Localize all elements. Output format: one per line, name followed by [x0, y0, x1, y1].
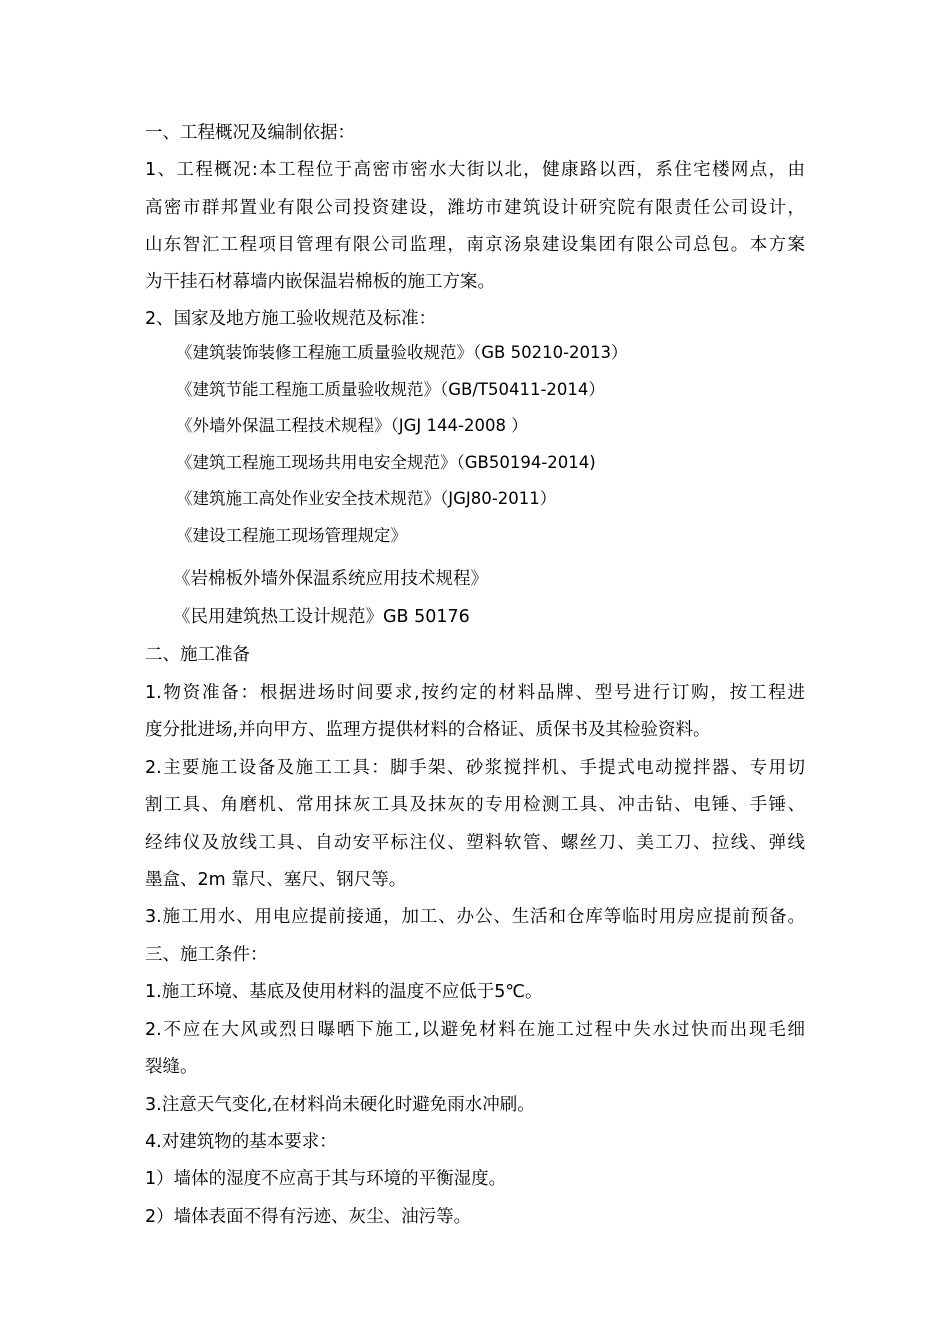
paragraph-line: 墨盒、2m 靠尺、塞尺、钢尺等。	[145, 870, 407, 890]
section-heading-3: 三、施工条件：	[145, 945, 268, 965]
paragraph-line: 1）墙体的湿度不应高于其与环境的平衡湿度。	[145, 1169, 507, 1189]
paragraph-line: 1.施工环境、基底及使用材料的温度不应低于5℃。	[145, 982, 543, 1002]
paragraph-line: 4.对建筑物的基本要求：	[145, 1132, 337, 1152]
paragraph-line: 3.施工用水、用电应提前接通，加工、办公、生活和仓库等临时用房应提前预备。	[145, 907, 805, 927]
standard-item: 《岩棉板外墙外保温系统应用技术规程》	[173, 569, 488, 589]
paragraph-line: 裂缝。	[145, 1057, 198, 1077]
standard-item: 《建筑节能工程施工质量验收规范》（GB/T50411-2014）	[176, 380, 605, 399]
standard-item: 《建设工程施工现场管理规定》	[176, 526, 407, 545]
section-heading-2: 二、施工准备	[145, 645, 250, 665]
paragraph-line: 为干挂石材幕墙内嵌保温岩棉板的施工方案。	[145, 272, 495, 292]
paragraph-line: 经纬仪及放线工具、自动安平标注仪、塑料软管、螺丝刀、美工刀、拉线、弹线	[145, 833, 805, 853]
paragraph-line: 度分批进场,并向甲方、监理方提供材料的合格证、质保书及其检验资料。	[145, 720, 711, 740]
standard-item: 《建筑装饰装修工程施工质量验收规范》（GB 50210-2013）	[176, 343, 628, 362]
section-heading-1: 一、工程概况及编制依据：	[145, 123, 355, 143]
paragraph-line: 2）墙体表面不得有污迹、灰尘、油污等。	[145, 1207, 472, 1227]
paragraph-line: 2.不应在大风或烈日曝晒下施工,以避免材料在施工过程中失水过快而出现毛细	[145, 1020, 805, 1040]
standard-item: 《建筑工程施工现场共用电安全规范》（GB50194-2014)	[176, 453, 596, 472]
paragraph-line: 1.物资准备：根据进场时间要求,按约定的材料品牌、型号进行订购，按工程进	[145, 683, 805, 703]
standard-item: 《建筑施工高处作业安全技术规范》（JGJ80-2011）	[176, 489, 557, 508]
standard-item: 《外墙外保温工程技术规程》（JGJ 144-2008 ）	[176, 416, 528, 435]
paragraph-line: 3.注意天气变化,在材料尚未硬化时避免雨水冲刷。	[145, 1095, 535, 1115]
paragraph-line: 割工具、角磨机、常用抹灰工具及抹灰的专用检测工具、冲击钻、电锤、手锤、	[145, 795, 805, 815]
standard-item: 《民用建筑热工设计规范》GB 50176	[173, 607, 470, 627]
paragraph-line: 1、工程概况:本工程位于高密市密水大街以北，健康路以西，系住宅楼网点，由	[145, 160, 805, 180]
paragraph-line: 高密市群邦置业有限公司投资建设，潍坊市建筑设计研究院有限责任公司设计，	[145, 198, 805, 218]
paragraph-line: 2.主要施工设备及施工工具：脚手架、砂浆搅拌机、手提式电动搅拌器、专用切	[145, 758, 805, 778]
subsection-heading: 2、国家及地方施工验收规范及标准：	[145, 309, 437, 329]
paragraph-line: 山东智汇工程项目管理有限公司监理，南京汤泉建设集团有限公司总包。本方案	[145, 235, 805, 255]
